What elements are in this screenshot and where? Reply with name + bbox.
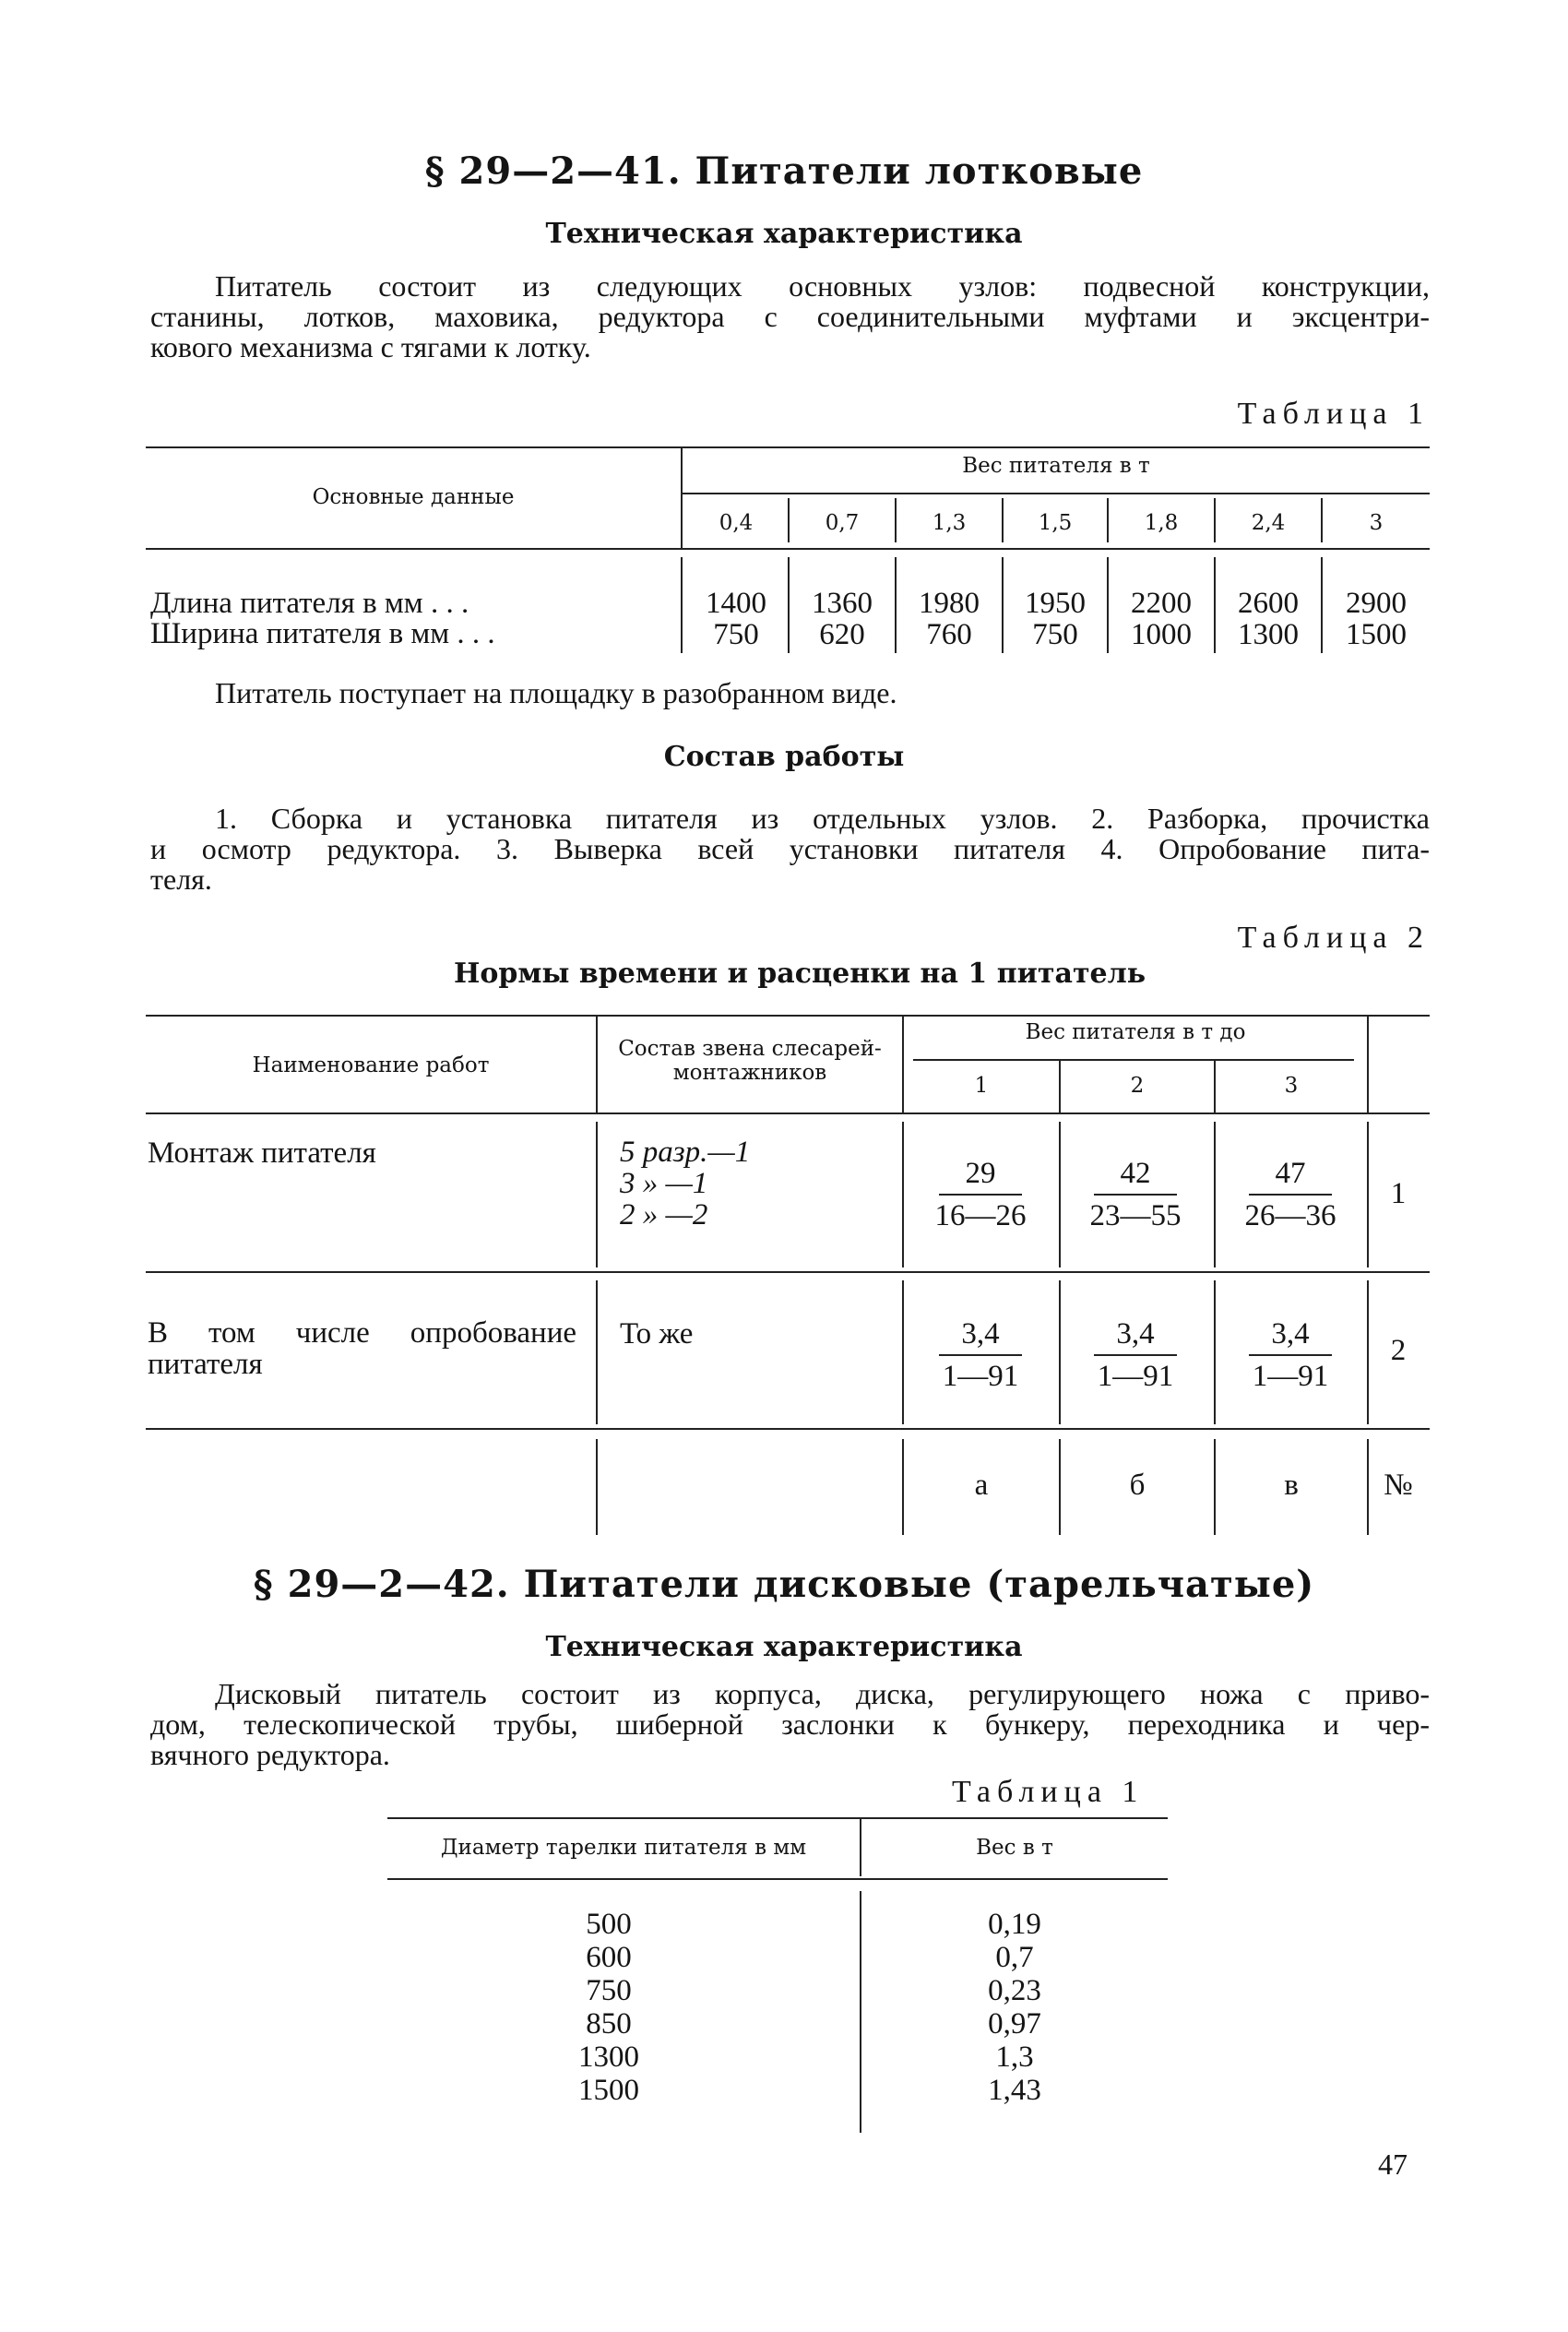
table2-col-crew xyxy=(598,1037,902,1085)
table2-row1-no: 1 xyxy=(1390,1177,1407,1210)
weight-cell: 1,3 xyxy=(995,2040,1034,2074)
section2-subtitle: Техническая характеристика xyxy=(545,1631,1023,1663)
col-weight: Вес в т xyxy=(976,1836,1053,1860)
work-description xyxy=(150,803,1430,895)
diameter-cell: 500 xyxy=(586,1908,632,1941)
table2-footer-a: а xyxy=(974,1469,989,1502)
delivery-note: Питатель поступает на площадку в разобранном виде. xyxy=(215,676,897,709)
intro-line: кового механизма с тягами к лотку. xyxy=(150,330,591,363)
table1-cell: 1360 xyxy=(812,587,873,620)
crew-header-line: Состав звена слесарей- xyxy=(618,1037,882,1061)
table1-col-header: 1,3 xyxy=(932,511,967,535)
table1-cell: 1950 xyxy=(1025,587,1086,620)
norm: 3,4 xyxy=(1249,1314,1332,1356)
table2-row2-cell-a xyxy=(932,1314,1029,1397)
table2-row2-cell-b xyxy=(1087,1314,1184,1397)
weight-cell: 0,97 xyxy=(988,2007,1041,2040)
crew-line: 2 » —2 xyxy=(620,1198,708,1231)
table1-row-header: Основные данные xyxy=(312,485,515,509)
table2-col-work: Наименование работ xyxy=(252,1053,490,1077)
table2-row1-cell-c xyxy=(1241,1153,1339,1236)
diameter-cell: 600 xyxy=(586,1941,632,1974)
table1-col-header: 2,4 xyxy=(1251,511,1286,535)
table1-label: Таблица 1 xyxy=(1237,397,1430,431)
table2-row2-name xyxy=(148,1317,576,1380)
rate: 16—26 xyxy=(934,1199,1027,1232)
norm: 3,4 xyxy=(1094,1314,1177,1356)
weight-cell: 0,23 xyxy=(988,1974,1041,2007)
crew-header-line: монтажников xyxy=(672,1061,827,1085)
norm: 3,4 xyxy=(939,1314,1022,1356)
work-line: 1. Сборка и установка питателя из отдельных узлов. 2. Разборка, прочистка xyxy=(215,802,1430,835)
rate: 1—91 xyxy=(1252,1360,1329,1393)
table1-cell: 1500 xyxy=(1346,618,1407,651)
table1-cell: 760 xyxy=(926,618,972,651)
table2-weight-3: 3 xyxy=(1284,1074,1299,1098)
diameter-cell: 750 xyxy=(586,1974,632,2007)
table1-col-header: 1,5 xyxy=(1038,511,1073,535)
table1-cell: 2600 xyxy=(1238,587,1299,620)
row-label-width: Ширина питателя в мм . . . xyxy=(150,617,495,650)
weight-cell: 0,19 xyxy=(988,1908,1041,1941)
work-heading: Состав работы xyxy=(663,741,905,773)
name-line: питателя xyxy=(148,1348,263,1381)
section2-table1-label: Таблица 1 xyxy=(952,1775,1145,1809)
table2-weight-2: 2 xyxy=(1130,1074,1145,1098)
col-diameter: Диаметр тарелки питателя в мм xyxy=(440,1836,807,1860)
section2-title: § 29—2—42. Питатели дисковые (тарельчатые) xyxy=(253,1563,1315,1606)
table2-footer-c: в xyxy=(1284,1469,1299,1502)
crew-line: 3 » —1 xyxy=(620,1167,708,1200)
table1-col-header: 0,7 xyxy=(825,511,860,535)
table2-row1-cell-b xyxy=(1087,1153,1184,1236)
table2-title: Нормы времени и расценки на 1 питатель xyxy=(454,958,1146,990)
intro-line: Питатель состоит из следующих основных узлов: подвесной конструкции, xyxy=(215,269,1430,303)
row-label-length: Длина питателя в мм . . . xyxy=(150,587,469,620)
table1-cell: 750 xyxy=(713,618,759,651)
diameter-cell: 1500 xyxy=(578,2074,639,2107)
intro-line: Дисковый питатель состоит из корпуса, диска, регулирующего ножа с приво- xyxy=(215,1677,1430,1710)
rate: 1—91 xyxy=(1097,1360,1174,1393)
section1-intro xyxy=(150,271,1430,363)
work-line: и осмотр редуктора. 3. Выверка всей установки питателя 4. Опробование пита- xyxy=(150,832,1430,865)
rate: 1—91 xyxy=(942,1360,1019,1393)
table1-col-header: 3 xyxy=(1369,511,1384,535)
table1-cell: 1400 xyxy=(706,587,766,620)
table2-label: Таблица 2 xyxy=(1237,921,1430,955)
norm: 42 xyxy=(1094,1153,1177,1196)
table1-cell: 620 xyxy=(819,618,865,651)
section2-intro xyxy=(150,1679,1430,1770)
name-line: В том числе опробование xyxy=(148,1316,576,1350)
crew-line: 5 разр.—1 xyxy=(620,1136,751,1169)
norm: 29 xyxy=(939,1153,1022,1196)
table1-cell: 1980 xyxy=(919,587,980,620)
table1-col-header: 0,4 xyxy=(719,511,754,535)
table2-row1-name: Монтаж питателя xyxy=(148,1136,376,1170)
work-line: теля. xyxy=(150,863,212,896)
table2-footer-b: б xyxy=(1129,1469,1146,1502)
table2-row1-crew xyxy=(620,1136,750,1231)
table1-cell: 1000 xyxy=(1131,618,1192,651)
table1-cell: 750 xyxy=(1032,618,1078,651)
table2-row2-cell-c xyxy=(1241,1314,1339,1397)
table1-group-header: Вес питателя в т xyxy=(962,454,1150,478)
norm: 47 xyxy=(1249,1153,1332,1196)
rate: 26—36 xyxy=(1244,1199,1336,1232)
table1-cell: 1300 xyxy=(1238,618,1299,651)
table2-footer-no: № xyxy=(1384,1469,1413,1502)
page-number: 47 xyxy=(1378,2148,1408,2181)
section1-subtitle: Техническая характеристика xyxy=(545,218,1023,250)
weight-cell: 1,43 xyxy=(988,2074,1041,2107)
table2-row2-crew: То же xyxy=(620,1317,694,1350)
diameter-cell: 850 xyxy=(586,2007,632,2040)
intro-line: станины, лотков, маховика, редуктора с соединительными муфтами и эксцентри- xyxy=(150,300,1430,333)
table2-row2-no: 2 xyxy=(1390,1334,1407,1367)
table1-row-label xyxy=(150,589,667,649)
table1-col-header: 1,8 xyxy=(1144,511,1179,535)
table2-row1-cell-a xyxy=(932,1153,1029,1236)
section1-title: § 29—2—41. Питатели лотковые xyxy=(424,149,1144,193)
table1-cell: 2200 xyxy=(1131,587,1192,620)
intro-line: дом, телескопической трубы, шиберной заслонки к бункеру, переходника и чер- xyxy=(150,1707,1430,1741)
rate: 23—55 xyxy=(1089,1199,1182,1232)
table2-weight-1: 1 xyxy=(974,1074,989,1098)
table2-group-header: Вес питателя в т до xyxy=(1025,1020,1246,1044)
weight-cell: 0,7 xyxy=(995,1941,1034,1974)
table1-cell: 2900 xyxy=(1346,587,1407,620)
intro-line: вячного редуктора. xyxy=(150,1738,390,1771)
diameter-cell: 1300 xyxy=(578,2040,639,2074)
